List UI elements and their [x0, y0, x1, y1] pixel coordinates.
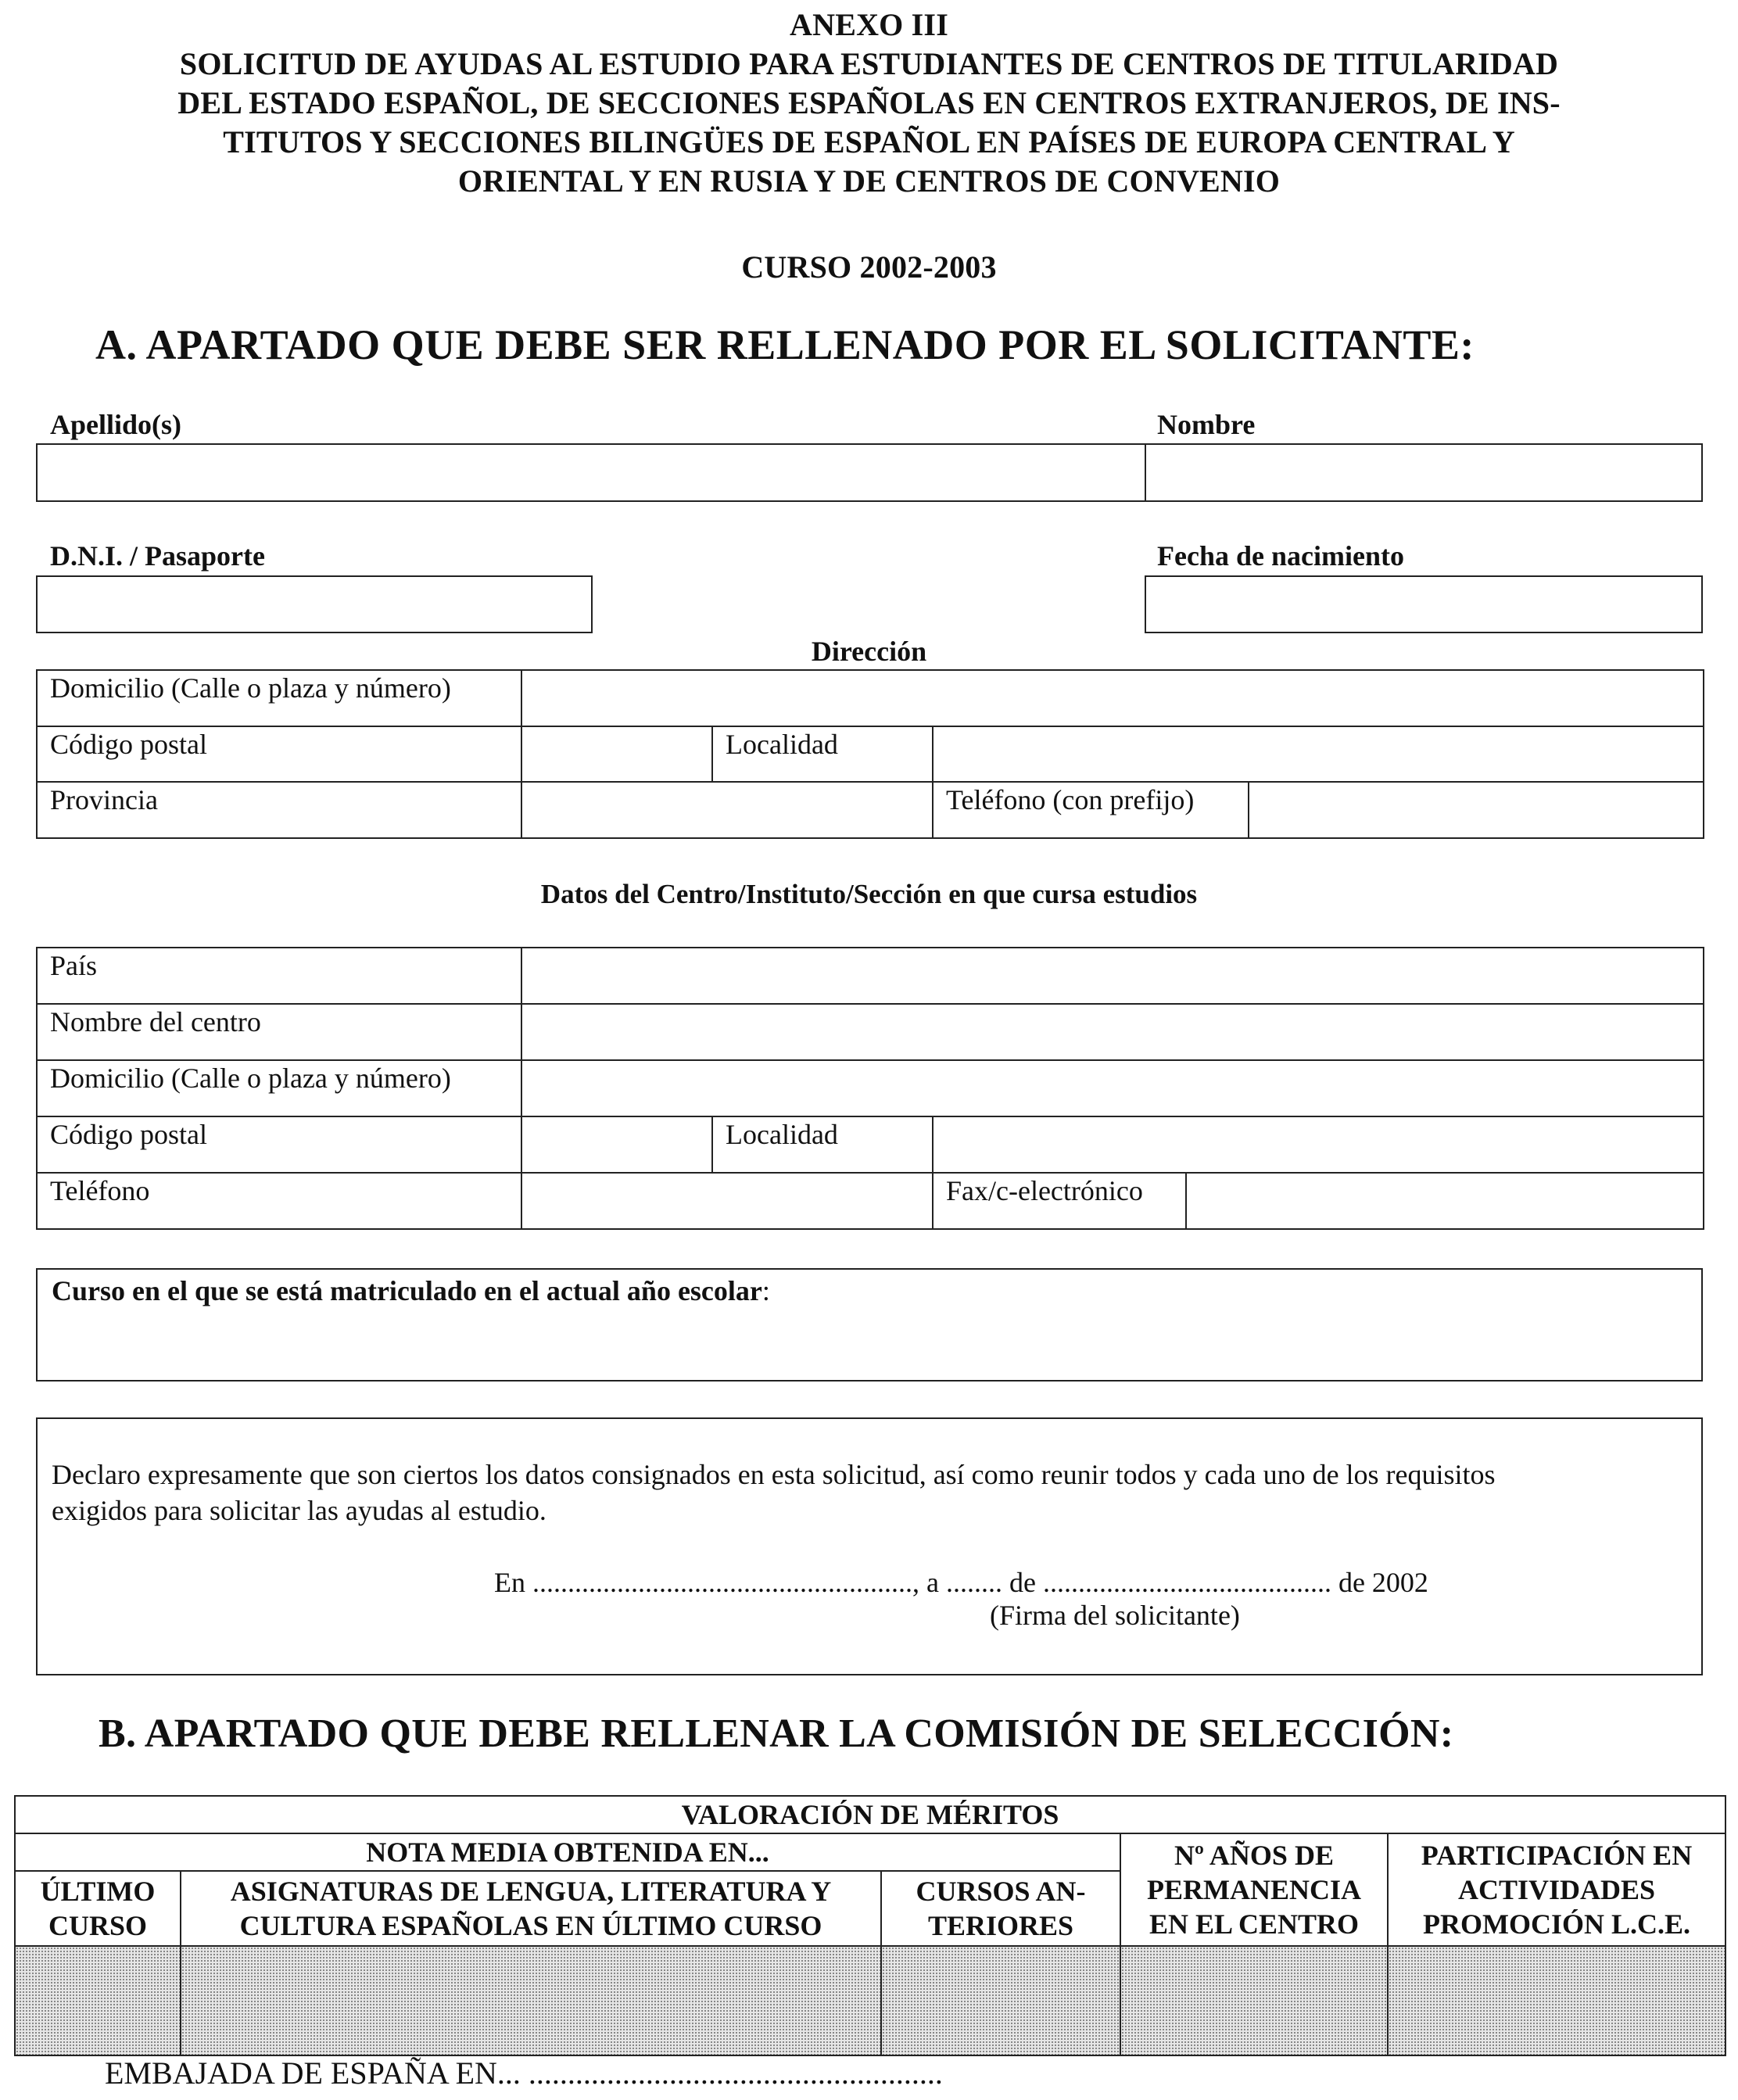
provincia-label: Provincia [37, 782, 521, 838]
centro-codigo-postal-field[interactable] [521, 1116, 712, 1173]
domicilio-field[interactable] [521, 670, 1704, 726]
fax-field[interactable] [1186, 1173, 1704, 1229]
centro-domicilio-field[interactable] [521, 1060, 1704, 1116]
form-title-line-3: TITUTOS Y SECCIONES BILINGÜES DE ESPAÑOL EN PAÍSES DE EUROPA CENTRAL Y [223, 124, 1515, 159]
telefono-prefijo-field[interactable] [1249, 782, 1704, 838]
embajada-line: EMBAJADA DE ESPAÑA EN... ..................................................... [105, 2055, 943, 2091]
cursos-anteriores-cell[interactable] [881, 1946, 1120, 2055]
centro-codigo-postal-label: Código postal [37, 1116, 521, 1173]
declaration-box [36, 1417, 1703, 1675]
anos-permanencia-header: Nº AÑOS DE PERMANENCIA EN EL CENTRO [1120, 1833, 1388, 1946]
nota-media-header: NOTA MEDIA OBTENIDA EN... [15, 1833, 1120, 1871]
nombre-field[interactable] [1145, 443, 1703, 502]
ultimo-curso-cell[interactable] [15, 1946, 181, 2055]
participacion-header: PARTICIPACIÓN EN ACTIVIDADES PROMOCIÓN L.C.E. [1388, 1833, 1725, 1946]
centro-table [36, 947, 1704, 1230]
annex-title: ANEXO III [790, 7, 948, 42]
merits-table [14, 1795, 1726, 2056]
form-title-line-2: DEL ESTADO ESPAÑOL, DE SECCIONES ESPAÑOLAS EN CENTROS EXTRANJEROS, DE INS- [177, 85, 1561, 120]
declaration-line-1: Declaro expresamente que son ciertos los datos consignados en esta solicitud, así como reunir todos y cada uno de los requisitos [52, 1459, 1496, 1490]
section-b-title: B. APARTADO QUE DEBE RELLENAR LA COMISIÓN DE SELECCIÓN: [99, 1711, 1454, 1756]
fecha-nacimiento-field[interactable] [1145, 575, 1703, 633]
dni-field[interactable] [36, 575, 593, 633]
asignaturas-header: ASIGNATURAS DE LENGUA, LITERATURA Y CULTURA ESPAÑOLAS EN ÚLTIMO CURSO [181, 1871, 881, 1946]
signature-caption: (Firma del solicitante) [990, 1600, 1240, 1631]
fax-label: Fax/c-electrónico [933, 1173, 1186, 1229]
nombre-centro-label: Nombre del centro [37, 1004, 521, 1060]
codigo-postal-label: Código postal [37, 726, 521, 782]
course-year: CURSO 2002-2003 [741, 249, 997, 285]
ultimo-curso-header: ÚLTIMO CURSO [15, 1871, 181, 1946]
centro-localidad-field[interactable] [933, 1116, 1704, 1173]
domicilio-label: Domicilio (Calle o plaza y número) [37, 670, 521, 726]
centro-localidad-label: Localidad [712, 1116, 933, 1173]
address-table [36, 669, 1704, 839]
form-title-line-4: ORIENTAL Y EN RUSIA Y DE CENTROS DE CONVENIO [457, 163, 1281, 199]
telefono-prefijo-label: Teléfono (con prefijo) [933, 782, 1249, 838]
centro-telefono-field[interactable] [521, 1173, 933, 1229]
centro-telefono-label: Teléfono [37, 1173, 521, 1229]
nombre-centro-field[interactable] [521, 1004, 1704, 1060]
centro-section-title: Datos del Centro/Instituto/Sección en que cursa estudios [540, 879, 1198, 909]
anos-permanencia-cell[interactable] [1120, 1946, 1388, 2055]
declaration-line-2: exigidos para solicitar las ayudas al estudio. [52, 1495, 546, 1526]
merits-table-title: VALORACIÓN DE MÉRITOS [15, 1796, 1725, 1833]
cursos-anteriores-header: CURSOS AN- TERIORES [881, 1871, 1120, 1946]
centro-domicilio-label: Domicilio (Calle o plaza y número) [37, 1060, 521, 1116]
apellidos-label: Apellido(s) [50, 409, 182, 440]
place-date-line: En ......................................................, a ........ de ......................................... de 2002 [494, 1567, 1428, 1598]
codigo-postal-field[interactable] [521, 726, 712, 782]
pais-field[interactable] [521, 948, 1704, 1004]
pais-label: País [37, 948, 521, 1004]
asignaturas-cell[interactable] [181, 1946, 881, 2055]
form-title-line-1: SOLICITUD DE AYUDAS AL ESTUDIO PARA ESTUDIANTES DE CENTROS DE TITULARIDAD [179, 46, 1559, 81]
curso-matriculado-colon: : [761, 1275, 770, 1306]
direccion-title: Dirección [811, 636, 927, 667]
curso-matriculado-box[interactable] [36, 1268, 1703, 1381]
localidad-label: Localidad [712, 726, 933, 782]
provincia-field[interactable] [521, 782, 933, 838]
nombre-label: Nombre [1157, 409, 1256, 440]
participacion-cell[interactable] [1388, 1946, 1725, 2055]
dni-label: D.N.I. / Pasaporte [50, 540, 265, 572]
apellidos-field[interactable] [36, 443, 1146, 502]
section-a-title: A. APARTADO QUE DEBE SER RELLENADO POR EL SOLICITANTE: [95, 321, 1475, 368]
curso-matriculado-label: Curso en el que se está matriculado en el actual año escolar [52, 1275, 762, 1306]
localidad-field[interactable] [933, 726, 1704, 782]
fecha-nacimiento-label: Fecha de nacimiento [1157, 540, 1404, 572]
